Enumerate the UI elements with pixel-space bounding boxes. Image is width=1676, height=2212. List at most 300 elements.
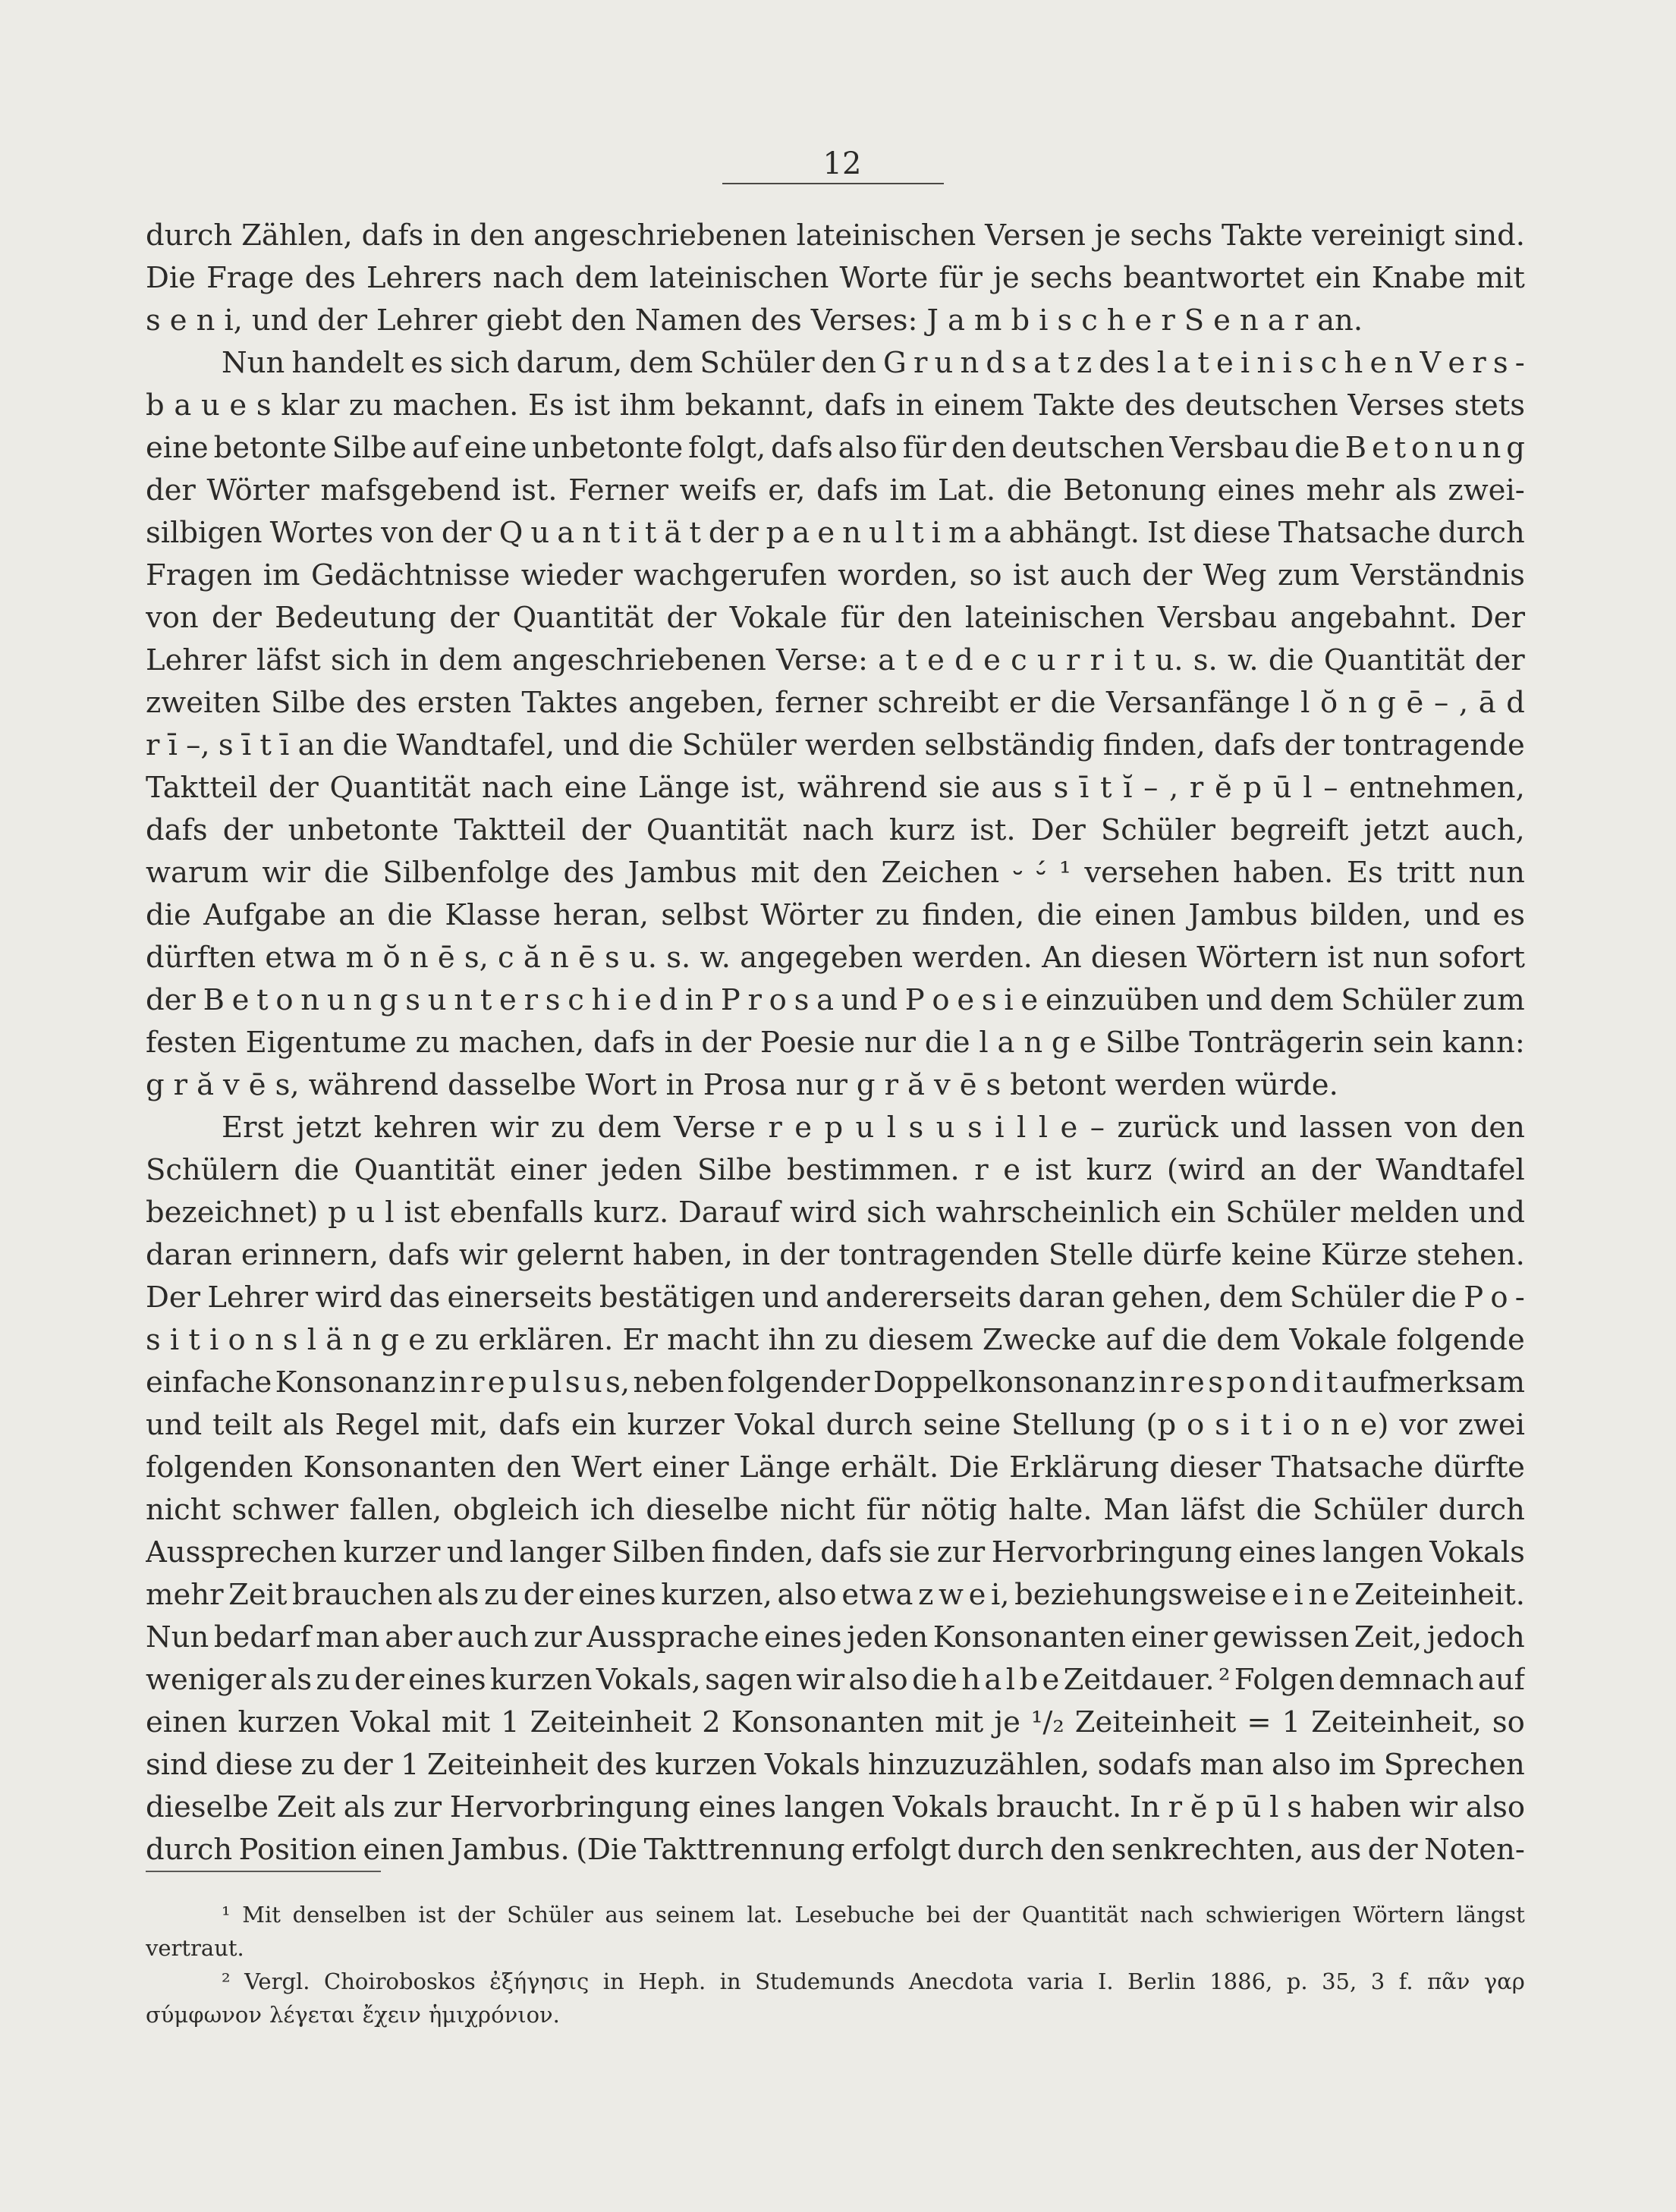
word: eine xyxy=(146,431,209,465)
word: i xyxy=(169,1323,180,1357)
word: Thatsache xyxy=(1271,1450,1424,1485)
word: Vokal xyxy=(350,1705,431,1739)
word: worden, xyxy=(838,558,959,592)
word: für xyxy=(840,601,885,635)
word: halte. xyxy=(1008,1493,1093,1527)
text-line xyxy=(146,512,1525,555)
word: sie xyxy=(938,771,980,805)
word: a xyxy=(1033,346,1052,380)
word: auch, xyxy=(1444,813,1525,847)
word: Schüler xyxy=(1289,1280,1404,1315)
word: m xyxy=(345,941,374,975)
word: B xyxy=(203,983,225,1017)
word: e xyxy=(169,303,187,338)
word: unbetonte xyxy=(288,813,439,847)
word: Worte xyxy=(839,261,929,295)
word: a xyxy=(174,388,192,423)
word: d xyxy=(986,346,1005,380)
word: der xyxy=(146,983,196,1017)
word: s xyxy=(908,1111,924,1145)
word: kurzen xyxy=(489,1663,593,1697)
word: Silbe xyxy=(271,686,346,720)
word: die xyxy=(1036,898,1083,932)
word: Zählen, xyxy=(241,218,353,253)
text-line xyxy=(146,257,1525,300)
word: Der xyxy=(1470,601,1525,635)
word: G xyxy=(883,346,907,380)
word: e xyxy=(1448,346,1466,380)
word: mit xyxy=(750,856,800,890)
word: Quantität xyxy=(646,813,788,847)
word: i xyxy=(1039,303,1049,338)
word: t xyxy=(259,728,272,762)
word: n xyxy=(582,516,601,550)
word: haben. xyxy=(1232,856,1334,890)
word: fallen, xyxy=(349,1493,442,1527)
word: des xyxy=(563,856,615,890)
word: e xyxy=(957,983,975,1017)
word: eines xyxy=(578,1578,656,1612)
word: e xyxy=(968,1578,986,1612)
word: ist, xyxy=(741,771,787,805)
word: – xyxy=(1090,1111,1105,1145)
word: e xyxy=(1213,303,1231,338)
word: die xyxy=(323,856,369,890)
word: B xyxy=(1344,431,1367,465)
word: Vokale xyxy=(729,601,828,635)
word: einen xyxy=(363,1833,445,1867)
word: werden xyxy=(1115,1068,1226,1102)
word: a xyxy=(983,516,1002,550)
word: und xyxy=(1231,1111,1288,1145)
word: und xyxy=(251,303,309,338)
word: a xyxy=(1173,346,1191,380)
word: S xyxy=(1184,303,1205,338)
word: der xyxy=(342,1748,393,1782)
word: ū xyxy=(1242,1790,1262,1824)
word: etwa xyxy=(841,1578,913,1612)
word: dieselbe xyxy=(146,1790,269,1824)
word: Studemunds xyxy=(755,1968,895,1994)
word: o xyxy=(1490,1280,1508,1315)
word: in xyxy=(602,1968,624,1994)
word: Wort xyxy=(585,1068,657,1102)
word: s xyxy=(282,1323,298,1357)
word: , xyxy=(1169,771,1179,805)
word: Konsonanz xyxy=(275,1365,436,1400)
word: durch xyxy=(146,218,233,253)
word: wachgerufen xyxy=(634,558,827,592)
word: dafs xyxy=(361,218,424,253)
word: diesen xyxy=(1090,941,1187,975)
word: Poesie xyxy=(760,1026,856,1060)
word: Konsonanten xyxy=(932,1620,1127,1654)
text-line xyxy=(146,1149,1525,1192)
word: klar xyxy=(281,388,340,423)
word: die xyxy=(924,1026,970,1060)
word: w xyxy=(939,1578,964,1612)
word: Klasse xyxy=(445,898,541,932)
word: Lesebuche xyxy=(794,1902,915,1928)
word: betont xyxy=(1010,1068,1106,1102)
word: die xyxy=(912,1663,957,1697)
word: n xyxy=(1434,431,1453,465)
word: ist xyxy=(404,1196,440,1230)
word: 1886, xyxy=(1209,1968,1273,1994)
word: bestimmen. xyxy=(786,1153,960,1187)
word: u xyxy=(935,1111,955,1145)
word: Schüler xyxy=(507,1902,593,1928)
word: Zeit xyxy=(228,1578,288,1612)
word: e xyxy=(1215,346,1234,380)
word: bezeichnet) xyxy=(146,1196,319,1230)
word: = xyxy=(1247,1705,1272,1739)
word: Lat. xyxy=(937,473,996,507)
word: Verständnis xyxy=(1350,558,1525,592)
word: eine xyxy=(564,771,627,805)
word: ein xyxy=(1315,261,1361,295)
word: t xyxy=(1133,643,1146,677)
word: g xyxy=(1051,1026,1071,1060)
word: kurz. xyxy=(593,1196,669,1230)
word: ī xyxy=(1080,771,1090,805)
word: lat. xyxy=(747,1902,783,1928)
word: in xyxy=(665,1068,694,1102)
word: e xyxy=(1020,983,1039,1017)
word: s. xyxy=(1193,643,1218,677)
word: a xyxy=(816,983,835,1017)
word: ihn xyxy=(768,1323,816,1357)
text-line xyxy=(146,1022,1525,1064)
word: Aussprache xyxy=(586,1620,759,1654)
text-line xyxy=(146,1744,1525,1786)
word: vereinigt xyxy=(1312,218,1445,253)
word: Stellung xyxy=(1011,1408,1136,1442)
word: wird xyxy=(790,1196,857,1230)
word: p xyxy=(508,1365,527,1400)
word: er, xyxy=(768,473,806,507)
word: Silben xyxy=(612,1535,706,1569)
word: haben, xyxy=(632,1238,734,1272)
word: – xyxy=(1433,686,1449,720)
word: Choiroboskos xyxy=(324,1968,476,1994)
word: folgt, xyxy=(688,431,766,465)
word: melden xyxy=(1350,1196,1459,1230)
word: a xyxy=(878,643,896,677)
word: zu xyxy=(300,1748,335,1782)
word: g xyxy=(146,1068,165,1102)
word: der xyxy=(666,601,717,635)
word: nach xyxy=(802,813,874,847)
word: wieder xyxy=(520,558,623,592)
word: u xyxy=(855,1111,875,1145)
word: diese xyxy=(215,1748,294,1782)
word: die xyxy=(1006,473,1052,507)
word: dieselbe xyxy=(646,1493,769,1527)
footnote-rule xyxy=(146,1871,381,1872)
word: kurzen xyxy=(655,1748,757,1782)
text-line xyxy=(146,470,1525,512)
word: Zeiteinheit, xyxy=(1311,1705,1482,1739)
word: z xyxy=(1076,346,1093,380)
word: diese xyxy=(1193,516,1271,550)
word: J xyxy=(926,303,939,338)
text-line xyxy=(146,300,1525,342)
word: einer xyxy=(652,1450,729,1485)
word: aus xyxy=(1310,1833,1362,1867)
word: des xyxy=(596,1748,647,1782)
word: r xyxy=(1294,303,1309,338)
text-line xyxy=(146,1659,1525,1701)
word: je xyxy=(992,261,1020,295)
word: r xyxy=(1168,1790,1183,1824)
word: o xyxy=(1187,1408,1205,1442)
word: e xyxy=(1079,1026,1097,1060)
word: nur xyxy=(795,1068,847,1102)
word: durch xyxy=(146,1833,233,1867)
word: Wörter xyxy=(760,898,863,932)
word: e xyxy=(229,388,247,423)
word: angeschriebenen xyxy=(512,643,766,677)
word: sagen xyxy=(705,1663,793,1697)
word: u xyxy=(934,346,954,380)
word: des xyxy=(304,261,356,295)
word: e xyxy=(1187,1365,1205,1400)
word: die xyxy=(1411,1280,1457,1315)
text-line xyxy=(146,767,1525,809)
word: e xyxy=(1042,1663,1060,1697)
word: lateinischen xyxy=(649,261,829,295)
word: die xyxy=(627,728,674,762)
word: o xyxy=(769,983,787,1017)
word: dasselbe xyxy=(447,1068,577,1102)
text-line xyxy=(146,1192,1525,1234)
word: l xyxy=(552,1365,562,1400)
word: r xyxy=(1065,643,1080,677)
word: bilden, xyxy=(1310,898,1412,932)
word: lateinischen xyxy=(796,218,976,253)
word: silbigen xyxy=(146,516,263,550)
word: und xyxy=(1468,1196,1525,1230)
word: dürfe xyxy=(1143,1238,1222,1272)
word: Namen xyxy=(634,303,742,338)
text-line xyxy=(146,1277,1525,1319)
word: angeschriebenen xyxy=(533,218,788,253)
word: Schüler xyxy=(1313,1493,1428,1527)
word: Q xyxy=(498,516,524,550)
word: erfolgt xyxy=(851,1833,951,1867)
word: Versbau xyxy=(1157,601,1278,635)
text-line xyxy=(146,1404,1525,1447)
word: Vergl. xyxy=(244,1968,310,1994)
word: nicht xyxy=(146,1493,221,1527)
word: 1 xyxy=(401,1748,420,1782)
word: der xyxy=(1474,643,1525,677)
word: i xyxy=(1240,1408,1250,1442)
word: eines xyxy=(1238,1535,1316,1569)
word: Wörter xyxy=(206,473,310,507)
word: s xyxy=(794,983,810,1017)
word: Jambus xyxy=(1188,898,1298,932)
word: braucht. xyxy=(996,1790,1122,1824)
word: g xyxy=(1506,431,1525,465)
word: in xyxy=(1138,1365,1167,1400)
word: I. xyxy=(1097,1968,1114,1994)
word: auf xyxy=(411,431,459,465)
word: –, xyxy=(186,728,210,762)
word: gehen, xyxy=(1112,1280,1212,1315)
word: u xyxy=(868,516,888,550)
word: sie xyxy=(888,1535,931,1569)
word: daran xyxy=(1018,1280,1105,1315)
word: je xyxy=(1094,218,1121,253)
word: dem xyxy=(1216,1323,1281,1357)
word: g xyxy=(1377,686,1396,720)
word: r xyxy=(1170,1365,1184,1400)
word: n xyxy=(842,516,861,550)
word: Noten- xyxy=(1423,1833,1525,1867)
word: lassen xyxy=(1299,1111,1393,1145)
word: Schüler xyxy=(700,346,815,380)
word: t xyxy=(256,983,269,1017)
word: n xyxy=(960,346,980,380)
word: t xyxy=(1058,346,1070,380)
word: der xyxy=(779,1238,830,1272)
word: zum xyxy=(1277,558,1340,592)
text-line xyxy=(146,979,1525,1022)
word: Berlin xyxy=(1127,1968,1196,1994)
word: den xyxy=(821,346,876,380)
footnotes xyxy=(146,1898,1525,2031)
word: n xyxy=(196,303,215,338)
word: demnach xyxy=(1338,1663,1474,1697)
word: Takte xyxy=(1033,388,1115,423)
word: dem xyxy=(1218,1280,1283,1315)
word: ein xyxy=(1170,1196,1216,1230)
word: Zeichen xyxy=(881,856,1000,890)
word: r xyxy=(884,1068,898,1102)
word: läfst xyxy=(256,643,321,677)
word: weniger xyxy=(146,1663,266,1697)
word: e xyxy=(817,516,835,550)
word: Taktteil xyxy=(146,771,258,805)
word: als xyxy=(270,1663,313,1697)
word: c xyxy=(498,941,514,975)
word: P xyxy=(904,983,925,1017)
word: langen xyxy=(784,1790,885,1824)
word: i, xyxy=(224,303,243,338)
word: Wörtern xyxy=(1353,1902,1445,1928)
word: nun xyxy=(1373,941,1429,975)
word: p. xyxy=(1286,1968,1308,1994)
word: r xyxy=(1090,643,1104,677)
word: des xyxy=(356,686,407,720)
word: an. xyxy=(1317,303,1363,338)
word: ἡμιχρόνιον. xyxy=(428,2002,560,2028)
text-line xyxy=(146,682,1525,724)
word: ferner xyxy=(775,686,867,720)
word: i xyxy=(627,516,637,550)
footnote-line xyxy=(146,1931,1525,1965)
word: v xyxy=(223,1068,240,1102)
word: in xyxy=(439,1365,467,1400)
word: obgleich xyxy=(452,1493,580,1527)
word: hinzuzuzählen, xyxy=(868,1748,1090,1782)
word: die xyxy=(342,728,388,762)
word: i xyxy=(1004,983,1014,1017)
word: Regel xyxy=(335,1408,420,1442)
word: n xyxy=(352,1323,372,1357)
word: wir xyxy=(796,1663,845,1697)
word: dem xyxy=(1269,983,1334,1017)
word: Vokals xyxy=(892,1790,989,1824)
word: Wert xyxy=(571,1450,643,1485)
word: Silbe xyxy=(1105,1026,1181,1060)
word: von xyxy=(1404,1111,1458,1145)
word: während xyxy=(797,771,928,805)
word: bekannt, xyxy=(684,388,815,423)
word: s xyxy=(405,983,421,1017)
word: Wörtern xyxy=(1196,941,1319,975)
word: der xyxy=(211,601,262,635)
word: o xyxy=(1248,1365,1266,1400)
word: Er xyxy=(622,1323,659,1357)
word: einen xyxy=(1094,898,1177,932)
word: zum xyxy=(1463,983,1525,1017)
word: er xyxy=(1008,686,1041,720)
word: Silbe xyxy=(697,1153,772,1187)
word: γαρ xyxy=(1483,1968,1525,1994)
word: e xyxy=(487,1365,505,1400)
word: n xyxy=(1256,346,1276,380)
word: langer xyxy=(509,1535,605,1569)
word: dem xyxy=(629,346,693,380)
word: s xyxy=(256,388,272,423)
word: aus xyxy=(991,771,1042,805)
word: in xyxy=(664,1026,693,1060)
text-line xyxy=(146,1829,1525,1871)
word: Jambus. xyxy=(451,1833,570,1867)
word: dem xyxy=(597,1111,662,1145)
word: dafs xyxy=(820,1535,882,1569)
word: ist xyxy=(1327,941,1363,975)
word: Der xyxy=(146,1280,201,1315)
text-line xyxy=(146,1319,1525,1362)
word: handelt xyxy=(291,346,404,380)
word: sechs xyxy=(1030,261,1113,295)
word: a xyxy=(947,303,965,338)
word: im xyxy=(889,473,927,507)
word: der xyxy=(317,303,368,338)
word: dafs xyxy=(1213,728,1276,762)
word: eine xyxy=(464,431,527,465)
word: e xyxy=(1369,346,1388,380)
word: und xyxy=(446,1535,504,1569)
word: d xyxy=(1506,686,1525,720)
word: l xyxy=(895,516,905,550)
word: finden, xyxy=(1102,728,1206,762)
word: dafs xyxy=(816,473,879,507)
word: sein xyxy=(1373,1026,1434,1060)
word: Vokals, xyxy=(596,1663,701,1697)
word: nun xyxy=(1468,856,1525,890)
word: stets xyxy=(1454,388,1525,423)
word: in xyxy=(432,218,461,253)
word: l xyxy=(1005,1663,1016,1697)
word: n xyxy=(1308,1578,1328,1612)
word: würde. xyxy=(1235,1068,1338,1102)
word: angebahnt. xyxy=(1290,601,1457,635)
